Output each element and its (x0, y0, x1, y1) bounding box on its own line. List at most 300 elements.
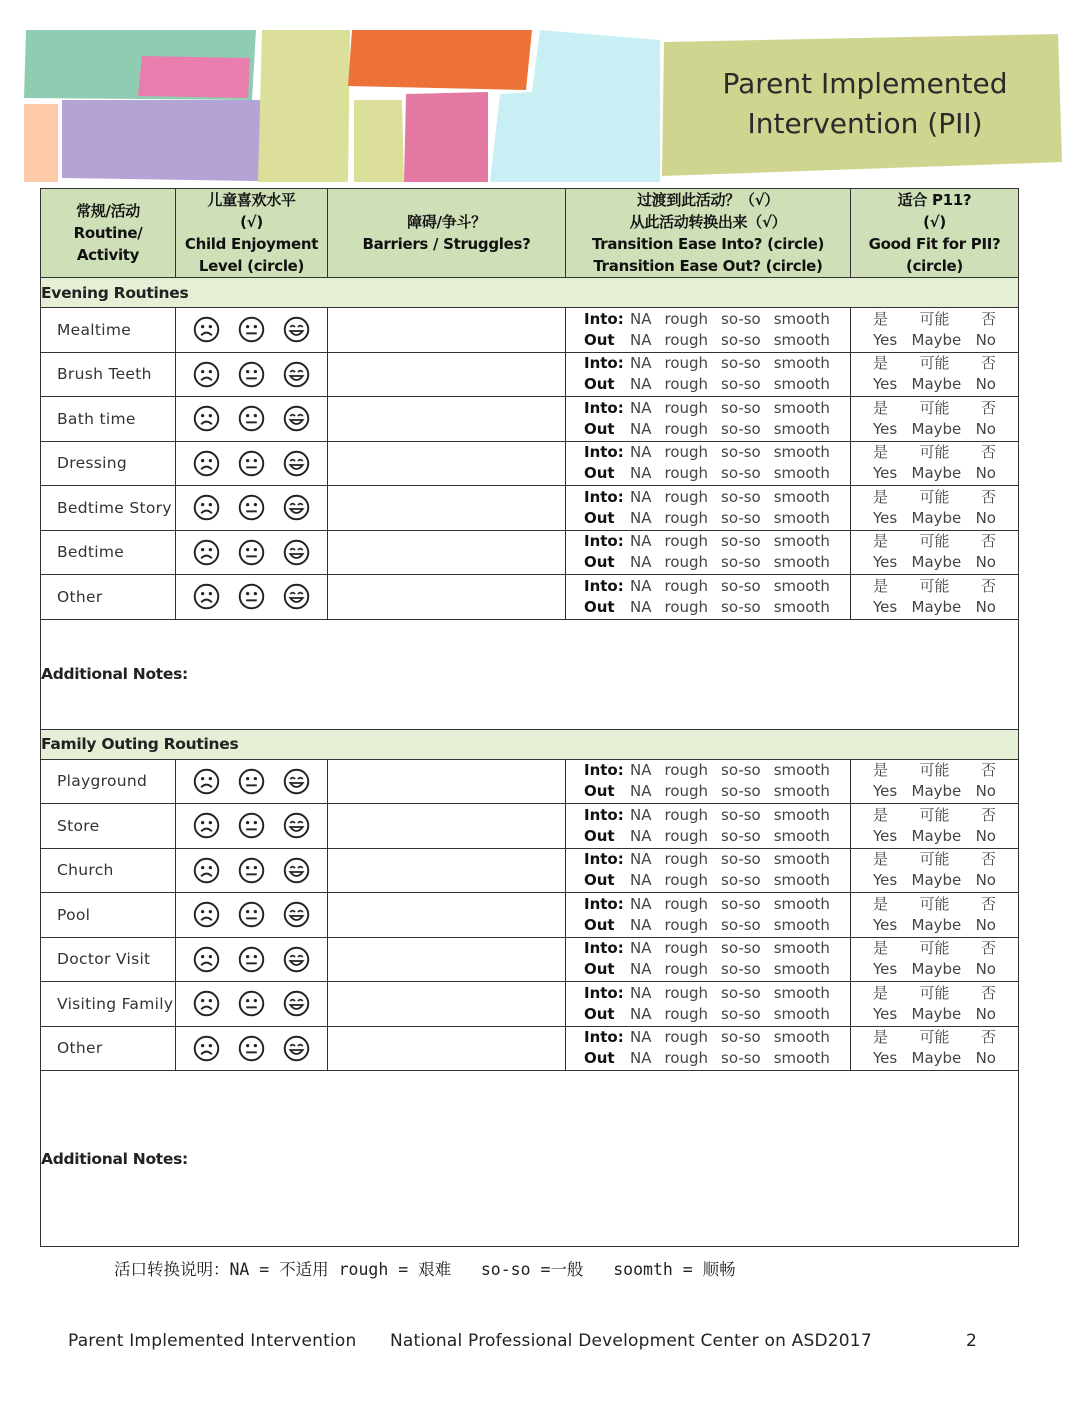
table-row (41, 848, 1019, 893)
sad-face-icon[interactable] (193, 539, 220, 566)
transition-option[interactable]: rough (664, 915, 709, 934)
fit-option[interactable]: 否 (980, 983, 996, 1002)
fit-option[interactable]: 是 (873, 1028, 889, 1047)
transition-out-line (584, 826, 850, 847)
fit-option[interactable]: Yes (873, 1004, 898, 1023)
barriers-field[interactable] (328, 759, 566, 804)
fit-line-zh (851, 442, 1018, 463)
out-label: Out (584, 508, 615, 527)
sad-face-icon[interactable] (193, 494, 220, 521)
enjoyment-faces (176, 352, 328, 397)
transition-option[interactable]: rough (664, 939, 709, 958)
barriers-field[interactable] (328, 937, 566, 982)
transition-option[interactable]: rough (664, 419, 709, 438)
transition-option[interactable]: so-so (721, 805, 761, 824)
barriers-field[interactable] (328, 575, 566, 620)
fit-option[interactable]: Maybe (911, 1049, 962, 1068)
transition-option[interactable]: rough (664, 508, 709, 527)
fit-option[interactable]: No (975, 1049, 996, 1068)
neutral-face-icon[interactable] (238, 857, 265, 884)
transition-option[interactable]: NA (630, 508, 652, 527)
sad-face-icon[interactable] (193, 857, 220, 884)
transition-option[interactable]: so-so (721, 850, 761, 869)
happy-face-icon[interactable] (283, 946, 310, 973)
transition-option[interactable]: smooth (773, 375, 830, 394)
fit-line-zh (851, 894, 1018, 915)
enjoyment-faces (176, 441, 328, 486)
transition-option[interactable]: NA (630, 939, 652, 958)
transition-option[interactable]: so-so (721, 894, 761, 913)
page-number: 2 (966, 1331, 978, 1351)
happy-face-icon[interactable] (283, 768, 310, 795)
transition-option[interactable]: smooth (773, 871, 830, 890)
fit-option[interactable]: No (975, 871, 996, 890)
transition-option[interactable]: so-so (721, 532, 761, 551)
barriers-field[interactable] (328, 530, 566, 575)
transition-option[interactable]: smooth (773, 1049, 830, 1068)
barriers-field[interactable] (328, 441, 566, 486)
transition-option[interactable]: so-so (721, 330, 761, 349)
neutral-face-icon[interactable] (238, 768, 265, 795)
neutral-face-icon[interactable] (238, 494, 265, 521)
fit-option[interactable]: 是 (873, 487, 889, 506)
into-label: Into: (584, 1028, 624, 1047)
fit-option[interactable]: 可能 (919, 354, 950, 373)
happy-face-icon[interactable] (283, 361, 310, 388)
transition-option[interactable]: smooth (773, 398, 830, 417)
transition-option[interactable]: rough (664, 761, 709, 780)
out-label: Out (584, 915, 615, 934)
fit-options (851, 982, 1019, 1027)
transition-option[interactable]: rough (664, 330, 709, 349)
table-row (41, 804, 1019, 849)
neutral-face-icon[interactable] (238, 812, 265, 839)
fit-option[interactable]: 可能 (919, 487, 950, 506)
sad-face-icon[interactable] (193, 768, 220, 795)
transition-option[interactable]: so-so (721, 826, 761, 845)
fit-option[interactable]: No (975, 330, 996, 349)
transition-option[interactable]: so-so (721, 553, 761, 572)
banner-block (138, 56, 250, 98)
transition-option[interactable]: NA (630, 354, 652, 373)
transition-option[interactable]: so-so (721, 1004, 761, 1023)
fit-option[interactable]: 可能 (919, 1028, 950, 1047)
neutral-face-icon[interactable] (238, 539, 265, 566)
fit-option[interactable]: Yes (873, 826, 898, 845)
transition-option[interactable]: so-so (721, 983, 761, 1002)
fit-option[interactable]: 是 (873, 761, 889, 780)
fit-option[interactable]: No (975, 464, 996, 483)
transition-option[interactable]: so-so (721, 419, 761, 438)
transition-option[interactable]: rough (664, 1004, 709, 1023)
fit-option[interactable]: Maybe (911, 464, 962, 483)
transition-option[interactable]: rough (664, 983, 709, 1002)
transition-option[interactable]: smooth (773, 826, 830, 845)
transition-option[interactable]: NA (630, 464, 652, 483)
fit-option[interactable]: 否 (980, 761, 996, 780)
fit-option[interactable]: 可能 (919, 894, 950, 913)
fit-option[interactable]: No (975, 826, 996, 845)
transition-option[interactable]: smooth (773, 532, 830, 551)
enjoyment-faces (176, 893, 328, 938)
barriers-field[interactable] (328, 893, 566, 938)
fit-option[interactable]: 否 (980, 532, 996, 551)
fit-option[interactable]: 可能 (919, 576, 950, 595)
fit-option[interactable]: 是 (873, 805, 889, 824)
transition-option[interactable]: smooth (773, 508, 830, 527)
fit-option[interactable]: Maybe (911, 419, 962, 438)
happy-face-icon[interactable] (283, 405, 310, 432)
fit-option[interactable]: Maybe (911, 960, 962, 979)
happy-face-icon[interactable] (283, 1035, 310, 1062)
sad-face-icon[interactable] (193, 1035, 220, 1062)
fit-option[interactable]: 否 (980, 398, 996, 417)
transition-option[interactable]: so-so (721, 508, 761, 527)
transition-option[interactable]: so-so (721, 915, 761, 934)
transition-option[interactable]: so-so (721, 939, 761, 958)
transition-option[interactable]: so-so (721, 398, 761, 417)
fit-option[interactable]: No (975, 553, 996, 572)
transition-option[interactable]: so-so (721, 1049, 761, 1068)
transition-option[interactable]: rough (664, 1028, 709, 1047)
fit-option[interactable]: 可能 (919, 443, 950, 462)
transition-option[interactable]: smooth (773, 330, 830, 349)
activity-name: Brush Teeth (41, 352, 176, 397)
transition-option[interactable]: NA (630, 443, 652, 462)
title-line-2: Intervention (PII) (747, 107, 983, 140)
fit-option[interactable]: 是 (873, 983, 889, 1002)
fit-option[interactable]: Yes (873, 915, 898, 934)
out-label: Out (584, 782, 615, 801)
fit-option[interactable]: 否 (980, 487, 996, 506)
transition-option[interactable]: rough (664, 826, 709, 845)
neutral-face-icon[interactable] (238, 405, 265, 432)
transition-option[interactable]: smooth (773, 939, 830, 958)
transition-option[interactable]: smooth (773, 1028, 830, 1047)
out-label: Out (584, 553, 615, 572)
fit-option[interactable]: No (975, 419, 996, 438)
happy-face-icon[interactable] (283, 857, 310, 884)
fit-option[interactable]: No (975, 782, 996, 801)
transition-option[interactable]: so-so (721, 354, 761, 373)
transition-option[interactable]: so-so (721, 1028, 761, 1047)
into-label: Into: (584, 805, 624, 824)
fit-option[interactable]: 是 (873, 850, 889, 869)
fit-line-en (851, 959, 1018, 980)
fit-option[interactable]: 可能 (919, 398, 950, 417)
transition-option[interactable]: rough (664, 782, 709, 801)
transition-option[interactable]: smooth (773, 894, 830, 913)
fit-option[interactable]: 是 (873, 894, 889, 913)
table-row (41, 759, 1019, 804)
fit-option[interactable]: 是 (873, 354, 889, 373)
fit-option[interactable]: No (975, 375, 996, 394)
fit-line-zh (851, 309, 1018, 330)
neutral-face-icon[interactable] (238, 450, 265, 477)
fit-option[interactable]: 可能 (919, 850, 950, 869)
fit-option[interactable]: 可能 (919, 309, 950, 328)
table-row (41, 937, 1019, 982)
neutral-face-icon[interactable] (238, 583, 265, 610)
fit-option[interactable]: Maybe (911, 597, 962, 616)
fit-option[interactable]: 可能 (919, 761, 950, 780)
transition-option[interactable]: rough (664, 894, 709, 913)
fit-option[interactable]: Maybe (911, 1004, 962, 1023)
transition-option[interactable]: NA (630, 894, 652, 913)
transition-option[interactable]: so-so (721, 761, 761, 780)
transition-option[interactable]: NA (630, 309, 652, 328)
barriers-field[interactable] (328, 804, 566, 849)
fit-option[interactable]: Yes (873, 871, 898, 890)
happy-face-icon[interactable] (283, 583, 310, 610)
fit-option[interactable]: 可能 (919, 939, 950, 958)
fit-option[interactable]: Maybe (911, 553, 962, 572)
fit-option[interactable]: 是 (873, 443, 889, 462)
happy-face-icon[interactable] (283, 316, 310, 343)
fit-option[interactable]: 否 (980, 309, 996, 328)
neutral-face-icon[interactable] (238, 361, 265, 388)
transition-option[interactable]: NA (630, 983, 652, 1002)
table-row (41, 530, 1019, 575)
fit-options (851, 804, 1019, 849)
fit-option[interactable]: 否 (980, 894, 996, 913)
transition-option[interactable]: smooth (773, 805, 830, 824)
fit-option[interactable]: Yes (873, 960, 898, 979)
fit-option[interactable]: No (975, 597, 996, 616)
transition-option[interactable]: smooth (773, 782, 830, 801)
transition-option[interactable]: rough (664, 597, 709, 616)
sad-face-icon[interactable] (193, 316, 220, 343)
barriers-field[interactable] (328, 397, 566, 442)
col-header-barriers: 障碍/争斗？ Barriers / Struggles? (328, 189, 566, 278)
enjoyment-faces (176, 1026, 328, 1071)
transition-option[interactable]: smooth (773, 761, 830, 780)
transition-option[interactable]: NA (630, 487, 652, 506)
transition-option[interactable]: rough (664, 871, 709, 890)
happy-face-icon[interactable] (283, 990, 310, 1017)
transition-option[interactable]: NA (630, 1049, 652, 1068)
transition-option[interactable]: rough (664, 464, 709, 483)
transition-option[interactable]: so-so (721, 597, 761, 616)
fit-option[interactable]: No (975, 915, 996, 934)
fit-option[interactable]: Yes (873, 782, 898, 801)
barriers-field[interactable] (328, 1026, 566, 1071)
transition-option[interactable]: so-so (721, 576, 761, 595)
neutral-face-icon[interactable] (238, 1035, 265, 1062)
transition-option[interactable]: smooth (773, 1004, 830, 1023)
sad-face-icon[interactable] (193, 361, 220, 388)
happy-face-icon[interactable] (283, 812, 310, 839)
fit-option[interactable]: 否 (980, 1028, 996, 1047)
barriers-field[interactable] (328, 486, 566, 531)
transition-option[interactable]: NA (630, 330, 652, 349)
fit-option[interactable]: 否 (980, 443, 996, 462)
transition-option[interactable]: rough (664, 850, 709, 869)
fit-option[interactable]: 否 (980, 576, 996, 595)
neutral-face-icon[interactable] (238, 946, 265, 973)
happy-face-icon[interactable] (283, 494, 310, 521)
transition-option[interactable]: so-so (721, 487, 761, 506)
fit-option[interactable]: Maybe (911, 782, 962, 801)
transition-option[interactable]: NA (630, 375, 652, 394)
sad-face-icon[interactable] (193, 901, 220, 928)
fit-line-en (851, 374, 1018, 395)
transition-option[interactable]: smooth (773, 464, 830, 483)
transition-option[interactable]: smooth (773, 309, 830, 328)
fit-line-zh (851, 983, 1018, 1004)
activity-name: Playground (41, 759, 176, 804)
transition-option[interactable]: so-so (721, 375, 761, 394)
transition-option[interactable]: smooth (773, 915, 830, 934)
fit-option[interactable]: 否 (980, 939, 996, 958)
transition-option[interactable]: rough (664, 309, 709, 328)
transition-option[interactable]: so-so (721, 782, 761, 801)
transition-option[interactable]: NA (630, 782, 652, 801)
into-label: Into: (584, 983, 624, 1002)
fit-option[interactable]: 是 (873, 309, 889, 328)
fit-option[interactable]: Maybe (911, 915, 962, 934)
fit-option[interactable]: 是 (873, 398, 889, 417)
sad-face-icon[interactable] (193, 812, 220, 839)
additional-notes-field[interactable]: Additional Notes: (41, 1071, 1019, 1247)
transition-option[interactable]: rough (664, 532, 709, 551)
additional-notes-field[interactable]: Additional Notes: (41, 619, 1019, 729)
activity-name: Bath time (41, 397, 176, 442)
activity-name: Doctor Visit (41, 937, 176, 982)
transition-option[interactable]: smooth (773, 354, 830, 373)
transition-option[interactable]: NA (630, 826, 652, 845)
transition-option[interactable]: NA (630, 960, 652, 979)
transition-option[interactable]: smooth (773, 487, 830, 506)
transition-option[interactable]: NA (630, 805, 652, 824)
transition-option[interactable]: smooth (773, 960, 830, 979)
into-label: Into: (584, 761, 624, 780)
transition-option[interactable]: so-so (721, 871, 761, 890)
transition-option[interactable]: NA (630, 761, 652, 780)
fit-line-zh (851, 1027, 1018, 1048)
transition-option[interactable]: rough (664, 375, 709, 394)
fit-option[interactable]: 否 (980, 805, 996, 824)
transition-option[interactable]: NA (630, 1004, 652, 1023)
out-label: Out (584, 960, 615, 979)
transition-option[interactable]: so-so (721, 443, 761, 462)
neutral-face-icon[interactable] (238, 990, 265, 1017)
fit-option[interactable]: No (975, 960, 996, 979)
fit-option[interactable]: Yes (873, 553, 898, 572)
transition-option[interactable]: rough (664, 960, 709, 979)
fit-option[interactable]: 可能 (919, 805, 950, 824)
transition-option[interactable]: NA (630, 553, 652, 572)
transition-option[interactable]: rough (664, 398, 709, 417)
transition-option[interactable]: NA (630, 419, 652, 438)
neutral-face-icon[interactable] (238, 316, 265, 343)
fit-option[interactable]: Yes (873, 597, 898, 616)
transition-option[interactable]: rough (664, 443, 709, 462)
fit-option[interactable]: 是 (873, 576, 889, 595)
transition-option[interactable]: NA (630, 871, 652, 890)
transition-option[interactable]: NA (630, 532, 652, 551)
fit-option[interactable]: No (975, 508, 996, 527)
fit-option[interactable]: 是 (873, 532, 889, 551)
transition-option[interactable]: rough (664, 805, 709, 824)
transition-option[interactable]: so-so (721, 464, 761, 483)
fit-option[interactable]: Yes (873, 375, 898, 394)
transition-option[interactable]: rough (664, 576, 709, 595)
fit-option[interactable]: Maybe (911, 508, 962, 527)
transition-option[interactable]: smooth (773, 597, 830, 616)
happy-face-icon[interactable] (283, 450, 310, 477)
fit-line-en (851, 781, 1018, 802)
notes-row (41, 619, 1019, 729)
fit-option[interactable]: Maybe (911, 330, 962, 349)
happy-face-icon[interactable] (283, 901, 310, 928)
transition-option[interactable]: rough (664, 487, 709, 506)
sad-face-icon[interactable] (193, 990, 220, 1017)
transition-options (566, 982, 851, 1027)
sad-face-icon[interactable] (193, 946, 220, 973)
fit-option[interactable]: Maybe (911, 871, 962, 890)
barriers-field[interactable] (328, 352, 566, 397)
transition-option[interactable]: so-so (721, 309, 761, 328)
fit-option[interactable]: 是 (873, 939, 889, 958)
transition-option[interactable]: smooth (773, 576, 830, 595)
fit-option[interactable]: Yes (873, 419, 898, 438)
transition-option[interactable]: smooth (773, 443, 830, 462)
transition-option[interactable]: NA (630, 597, 652, 616)
sad-face-icon[interactable] (193, 450, 220, 477)
transition-option[interactable]: rough (664, 1049, 709, 1068)
barriers-field[interactable] (328, 308, 566, 353)
fit-option[interactable]: No (975, 1004, 996, 1023)
sad-face-icon[interactable] (193, 405, 220, 432)
transition-option[interactable]: NA (630, 850, 652, 869)
neutral-face-icon[interactable] (238, 901, 265, 928)
transition-option[interactable]: so-so (721, 960, 761, 979)
transition-option[interactable]: NA (630, 915, 652, 934)
barriers-field[interactable] (328, 982, 566, 1027)
transition-option[interactable]: rough (664, 553, 709, 572)
fit-line-zh (851, 576, 1018, 597)
transition-option[interactable]: smooth (773, 419, 830, 438)
transition-option[interactable]: NA (630, 1028, 652, 1047)
col-header-enjoyment: 儿童喜欢水平 (√) Child Enjoyment Level (circle) (176, 189, 328, 278)
transition-option[interactable]: NA (630, 576, 652, 595)
barriers-field[interactable] (328, 848, 566, 893)
transition-option[interactable]: NA (630, 398, 652, 417)
fit-option[interactable]: 否 (980, 850, 996, 869)
fit-option[interactable]: 可能 (919, 983, 950, 1002)
fit-option[interactable]: 可能 (919, 532, 950, 551)
transition-option[interactable]: smooth (773, 553, 830, 572)
sad-face-icon[interactable] (193, 583, 220, 610)
fit-option[interactable]: Maybe (911, 375, 962, 394)
fit-option[interactable]: Yes (873, 330, 898, 349)
transition-option[interactable]: smooth (773, 850, 830, 869)
out-label: Out (584, 330, 615, 349)
fit-option[interactable]: Maybe (911, 826, 962, 845)
fit-option[interactable]: Yes (873, 1049, 898, 1068)
happy-face-icon[interactable] (283, 539, 310, 566)
fit-option[interactable]: Yes (873, 464, 898, 483)
transition-option[interactable]: smooth (773, 983, 830, 1002)
transition-options (566, 893, 851, 938)
fit-option[interactable]: 否 (980, 354, 996, 373)
col-header-activity: 常规/活动 Routine/ Activity (41, 189, 176, 278)
fit-line-zh (851, 487, 1018, 508)
footer-left: Parent Implemented Intervention (68, 1331, 357, 1351)
transition-option[interactable]: rough (664, 354, 709, 373)
fit-option[interactable]: Yes (873, 508, 898, 527)
